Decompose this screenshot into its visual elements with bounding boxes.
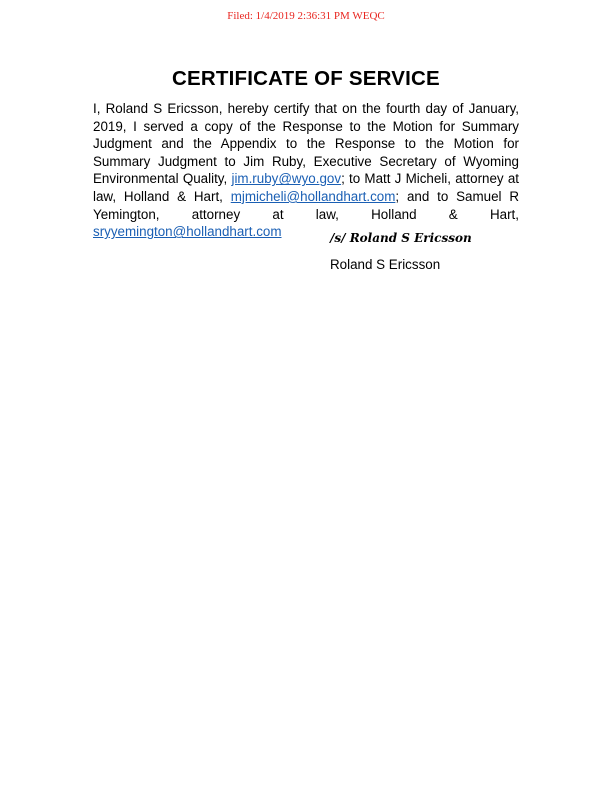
- certificate-body: [93, 100, 519, 241]
- electronic-signature: /s/ Roland S Ericsson: [330, 231, 472, 245]
- email-link-jim-ruby[interactable]: jim.ruby@wyo.gov: [231, 171, 342, 187]
- email-link-mjmicheli[interactable]: mjmicheli@hollandhart.com: [230, 188, 396, 204]
- email-link-sryyemington[interactable]: sryyemington@hollandhart.com: [93, 224, 282, 240]
- document-title: CERTIFICATE OF SERVICE: [172, 67, 440, 90]
- signer-name: Roland S Ericsson: [330, 257, 441, 272]
- body-text-part-3: ; and to Samuel R Yemington, attorney at law, Holland & Hart,: [93, 188, 519, 222]
- body-text-part-2: ; to Matt J Micheli, attorney at law, Holland & Hart,: [93, 171, 520, 204]
- body-text-part-1: I, Roland S Ericsson, hereby certify that on the fourth day of January, 2019, I served a copy of the Response to the Motion for Summary Judgment and the Appendix to the Response to the Motion for Summary Judgment to Jim Ruby, Executive Secretary of Wyoming Environmental Quality,: [93, 101, 519, 187]
- filed-stamp: Filed: 1/4/2019 2:36:31 PM WEQC: [227, 10, 385, 22]
